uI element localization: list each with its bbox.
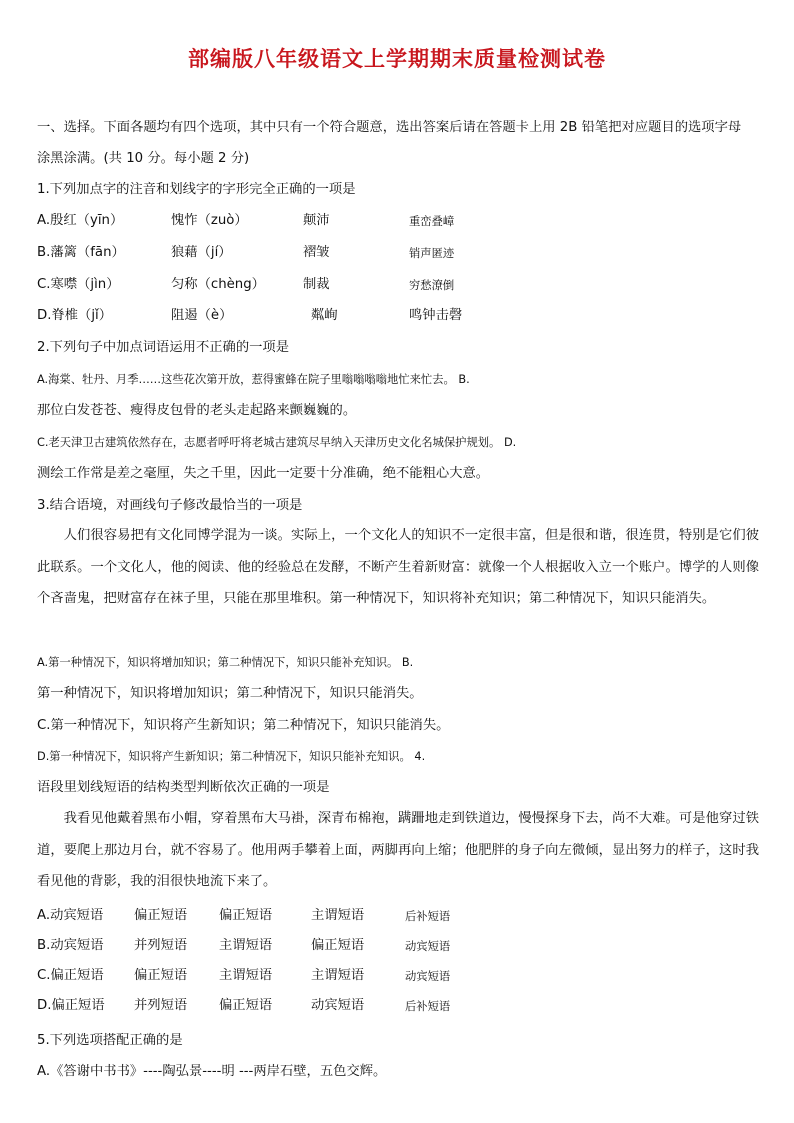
q1-option-b-col2: 狼藉（jí）: [171, 245, 232, 260]
q4-option-d-col3: 偏正短语: [219, 998, 273, 1013]
q4-option-c-col3: 主谓短语: [219, 968, 273, 983]
q1-option-b-col1: B.藩篱（fān）: [37, 245, 125, 260]
q1-option-c-col4: 穷愁潦倒: [409, 279, 455, 292]
q4-option-b-col5: 动宾短语: [405, 940, 451, 953]
section1-instructions-line1: 一、选择。下面各题均有四个选项，其中只有一个符合题意，选出答案后请在答题卡上用 2B 铅笔把对应题目的选项字母: [37, 120, 742, 135]
q1-option-d-col1: D.脊椎（jǐ）: [37, 308, 113, 323]
q2-option-c: C.老天津卫古建筑依然存在，志愿者呼吁将老城古建筑尽早纳入天津历史文化名城保护规划。 D.: [37, 436, 517, 449]
q1-option-c-col2: 匀称（chèng）: [171, 277, 265, 292]
q4-option-a-col5: 后补短语: [405, 910, 451, 923]
q4-option-d-col4: 动宾短语: [311, 998, 365, 1013]
q4-option-a-col4: 主谓短语: [311, 908, 365, 923]
q1-option-b-col4: 销声匿迹: [409, 247, 455, 260]
q3-option-b: 第一种情况下，知识将增加知识；第二种情况下，知识只能消失。: [37, 686, 423, 701]
section1-instructions-line2: 涂黑涂满。(共 10 分。每小题 2 分): [37, 151, 250, 166]
q1-option-a-col3: 颠沛: [303, 213, 330, 228]
q3-passage: 人们很容易把有文化同博学混为一谈。实际上，一个文化人的知识不一定很丰富，但是很和谐，很连贯，特别是它们彼此联系。一个文化人，他的阅读、他的经验总在发酵，不断产生着新财富：就像一个人根据收入立一个账户。博学的人则像个吝啬鬼，把财富存在袜子里，只能在那里堆积。第一种情况下，知识将补充知识；第二种情况下，知识只能消失。: [37, 528, 759, 606]
q1-option-c-col3: 制裁: [303, 277, 330, 292]
page-title: 部编版八年级语文上学期期末质量检测试卷: [188, 47, 606, 71]
q1-option-b-col3: 褶皱: [303, 245, 330, 260]
q4-stem: 语段里划线短语的结构类型判断依次正确的一项是: [37, 780, 330, 795]
q4-option-c-col5: 动宾短语: [405, 970, 451, 983]
q2-option-b: 那位白发苍苍、瘦得皮包骨的老头走起路来颤巍巍的。: [37, 403, 357, 418]
q4-option-c-col2: 偏正短语: [134, 968, 188, 983]
q3-option-c: C.第一种情况下，知识将产生新知识；第二种情况下，知识只能消失。: [37, 718, 450, 733]
q4-option-c-col4: 主谓短语: [311, 968, 365, 983]
q1-option-d-col2: 阻遏（è）: [171, 308, 233, 323]
q5-stem: 5.下列选项搭配正确的是: [37, 1033, 183, 1048]
q2-stem: 2.下列句子中加点词语运用不正确的一项是: [37, 340, 290, 355]
q4-passage: 我看见他戴着黑布小帽，穿着黑布大马褂，深青布棉袍，蹒跚地走到铁道边，慢慢探身下去，尚不大难。可是他穿过铁道，要爬上那边月台，就不容易了。他用两手攀着上面，两脚再向上缩；他肥胖的身子向左微倾，显出努力的样子，这时我看见他的背影，我的泪很快地流下来了。: [37, 811, 759, 889]
q2-option-d: 测绘工作常是差之毫厘，失之千里，因此一定要十分准确，绝不能粗心大意。: [37, 466, 490, 481]
q1-option-d-col4: 鸣钟击磬: [409, 308, 463, 323]
q1-option-a-col1: A.殷红（yīn）: [37, 213, 124, 228]
q1-option-a-col2: 愧怍（zuò）: [171, 213, 248, 228]
q2-option-a: A.海棠、牡丹、月季……这些花次第开放，惹得蜜蜂在院子里嗡嗡嗡嗡地忙来忙去。 B.: [37, 373, 470, 386]
q1-option-a-col4: 重峦叠嶂: [409, 215, 455, 228]
q4-option-a-col3: 偏正短语: [219, 908, 273, 923]
q4-option-b-col2: 并列短语: [134, 938, 188, 953]
q4-option-a-col1: A.动宾短语: [37, 908, 104, 923]
q4-option-d-col2: 并列短语: [134, 998, 188, 1013]
q4-option-b-col4: 偏正短语: [311, 938, 365, 953]
q4-option-d-col5: 后补短语: [405, 1000, 451, 1013]
q4-option-b-col1: B.动宾短语: [37, 938, 104, 953]
q4-option-a-col2: 偏正短语: [134, 908, 188, 923]
q3-option-a: A.第一种情况下，知识将增加知识；第二种情况下，知识只能补充知识。 B.: [37, 656, 414, 669]
q3-stem: 3.结合语境，对画线句子修改最恰当的一项是: [37, 498, 303, 513]
q1-stem: 1.下列加点字的注音和划线字的字形完全正确的一项是: [37, 182, 356, 197]
q3-option-d: D.第一种情况下，知识将产生新知识；第二种情况下，知识只能补充知识。 4.: [37, 750, 426, 763]
q1-option-c-col1: C.寒噤（jìn）: [37, 277, 120, 292]
q1-option-d-col3: 粼峋: [311, 308, 338, 323]
q4-option-c-col1: C.偏正短语: [37, 968, 104, 983]
q5-option-a: A.《答谢中书书》----陶弘景----明 ---两岸石壁，五色交辉。: [37, 1064, 387, 1079]
q4-option-d-col1: D.偏正短语: [37, 998, 105, 1013]
q4-option-b-col3: 主谓短语: [219, 938, 273, 953]
